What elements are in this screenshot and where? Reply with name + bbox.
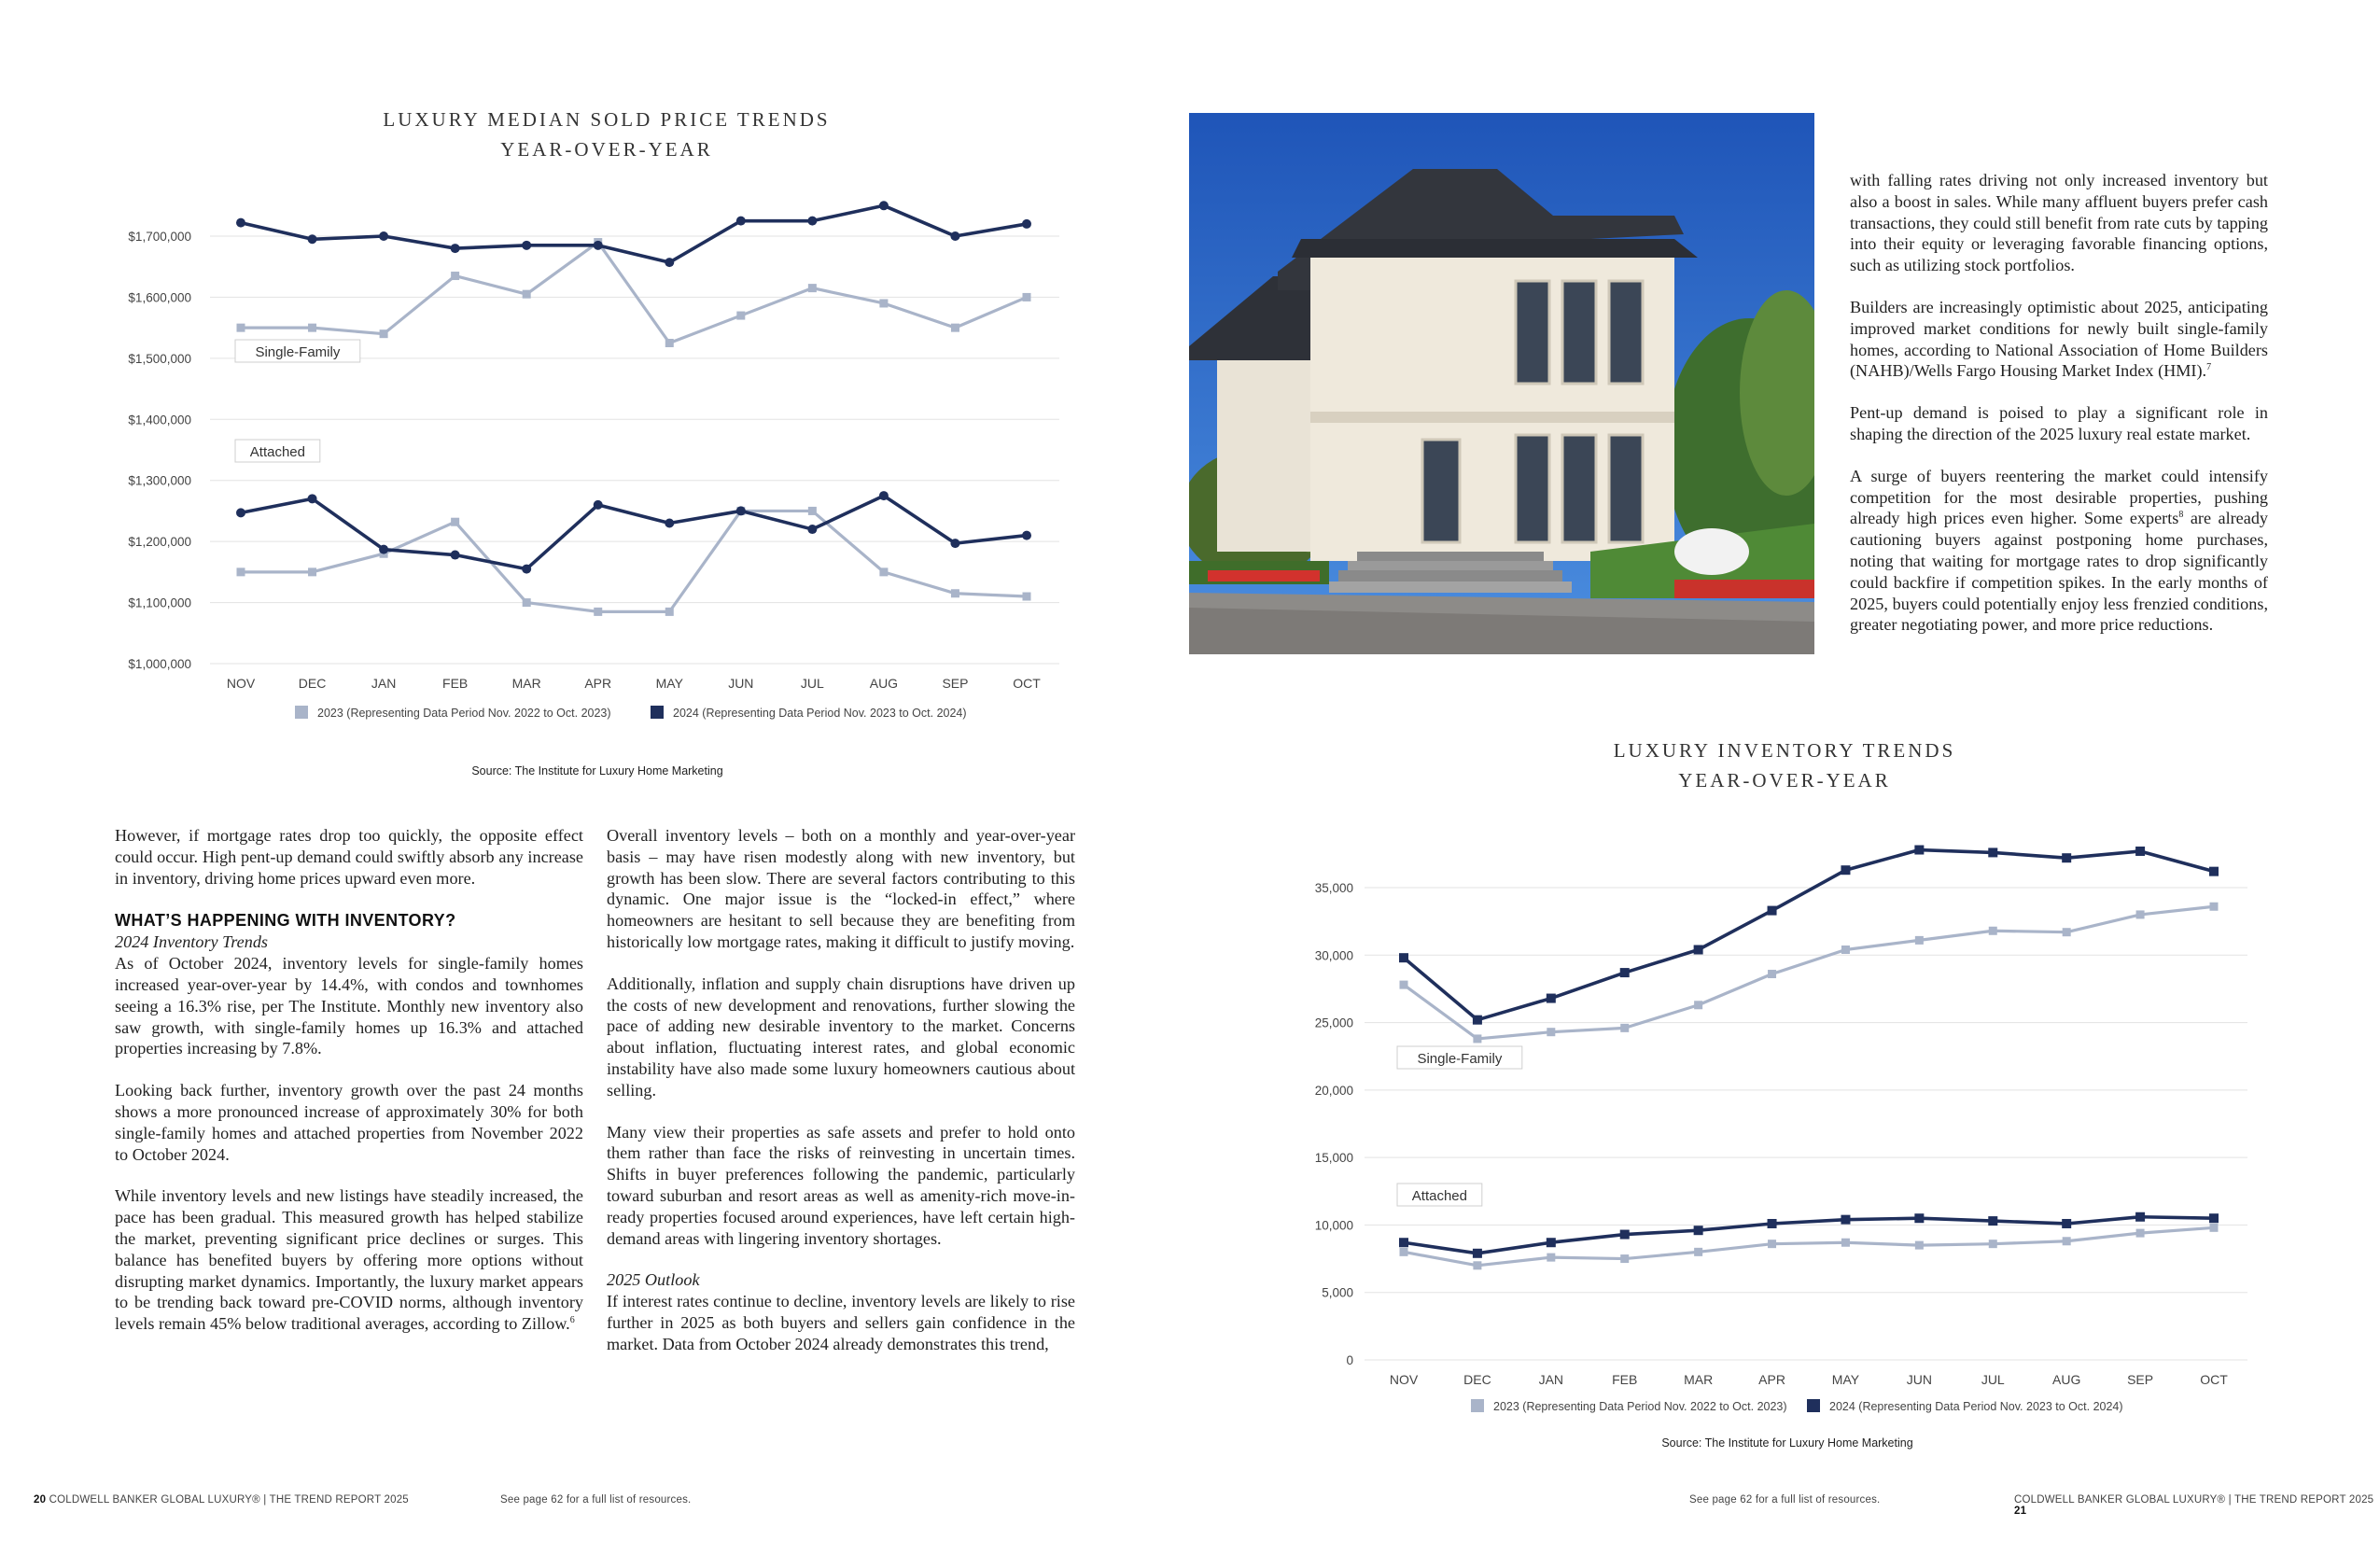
data-point	[1473, 1249, 1482, 1258]
data-point	[1399, 953, 1408, 962]
legend-label: 2024 (Representing Data Period Nov. 2023 to Oct. 2024)	[673, 707, 967, 720]
data-point	[1841, 1239, 1850, 1247]
x-tick-label: JUL	[800, 676, 824, 691]
right-paragraph-1: with falling rates driving not only increased inventory but also a boost in sales. While many affluent buyers prefer cash transactions, they could still benefit from rate cuts by tapping into their equity or leveraging favorable financing options, such as utilizing stock portfolios.	[1850, 171, 2268, 275]
y-tick-label: $1,500,000	[128, 351, 191, 366]
price-chart-source: Source: The Institute for Luxury Home Marketing	[471, 764, 723, 778]
data-point	[1768, 1240, 1776, 1248]
y-tick-label: 15,000	[1314, 1151, 1353, 1166]
x-tick-label: APR	[584, 676, 612, 691]
left-page-number: 20	[34, 1494, 47, 1506]
right-footer-resources: See page 62 for a full list of resources.	[1689, 1494, 1881, 1506]
x-tick-label: DEC	[298, 676, 327, 691]
data-point	[1547, 1238, 1556, 1247]
y-tick-label: 20,000	[1314, 1083, 1353, 1098]
legend-swatch	[1471, 1399, 1484, 1412]
x-tick-label: NOV	[1389, 1372, 1419, 1387]
x-tick-label: NOV	[226, 676, 256, 691]
x-tick-label: APR	[1758, 1372, 1785, 1387]
x-tick-label: SEP	[942, 676, 969, 691]
footnote-6: 6	[569, 1315, 575, 1326]
data-point	[1547, 1254, 1555, 1262]
x-tick-label: MAY	[1831, 1372, 1860, 1387]
x-tick-label: JUN	[1906, 1372, 1932, 1387]
col1-paragraph-4-text: While inventory levels and new listings have steadily increased, the pace has been gradual. This measured growth has helped stabilize the market, preventing significant price declines or surges. This balance has benefited buyers by offering more options without disrupting market dynamics. Importantly, the luxury market appears to be trending back toward pre-COVID norms, although inventory levels remain 45% below traditional averages, according to Zillow.	[115, 1186, 583, 1334]
data-point	[1989, 927, 1997, 935]
y-tick-label: 35,000	[1314, 881, 1353, 895]
data-point	[1768, 970, 1776, 978]
data-point	[1768, 1219, 1777, 1228]
right-footer-brand: COLDWELL BANKER GLOBAL LUXURY® | THE TREND REPORT 2025	[2014, 1494, 2374, 1506]
inventory-chart-title-line1: LUXURY INVENTORY TRENDS	[1613, 739, 1956, 762]
data-point	[2210, 903, 2219, 911]
data-point	[1841, 865, 1850, 875]
left-footer-brand: COLDWELL BANKER GLOBAL LUXURY® | THE TREND REPORT 2025	[49, 1494, 409, 1506]
y-tick-label: 25,000	[1314, 1016, 1353, 1030]
legend-label: 2024 (Representing Data Period Nov. 2023 to Oct. 2024)	[1829, 1400, 2123, 1413]
col1-paragraph-3: Looking back further, inventory growth over the past 24 months shows a more pronounced increase of approximately 30% for both single-family homes and attached properties from November 2022 to October 2024.	[115, 1081, 583, 1164]
x-tick-label: OCT	[1013, 676, 1041, 691]
group-label: Attached	[1411, 1188, 1468, 1204]
col2-paragraph-2: Additionally, inflation and supply chain disruptions have driven up the costs of new development and renovations, further slowing the pace of adding new desirable inventory to the market. Concerns about inflation, fluctuating interest rates, and global economic instability have also made some luxury homeowners cautious about selling.	[607, 974, 1075, 1100]
y-tick-label: 30,000	[1314, 948, 1353, 963]
left-footer	[34, 1494, 409, 1506]
data-point	[1694, 946, 1703, 955]
data-point	[1620, 1024, 1629, 1032]
price-chart-title-line1: LUXURY MEDIAN SOLD PRICE TRENDS	[383, 108, 831, 131]
y-tick-label: $1,200,000	[128, 535, 191, 550]
data-point	[1547, 994, 1556, 1003]
col2-paragraph-1: Overall inventory levels – both on a monthly and year-over-year basis – may have risen modestly along with new inventory, but growth has been slow. There are several factors contributing to this dynamic. One major issue is the “locked-in effect,” where homeowners are hesitant to sell because they are benefiting from historically low mortgage rates, making it difficult to justify moving.	[607, 826, 1075, 951]
y-tick-label: $1,300,000	[128, 473, 191, 488]
x-tick-label: FEB	[1612, 1372, 1638, 1387]
x-tick-label: FEB	[442, 676, 469, 691]
x-tick-label: JAN	[1538, 1372, 1564, 1387]
right-paragraph-3: Pent-up demand is poised to play a significant role in shaping the direction of the 2025 luxury real estate market.	[1850, 403, 2268, 443]
right-page-number: 21	[2014, 1506, 2027, 1517]
data-point	[2209, 867, 2219, 876]
data-point	[1694, 1248, 1702, 1256]
x-tick-label: MAY	[655, 676, 683, 691]
group-label: Attached	[249, 444, 306, 460]
data-point	[1547, 1028, 1555, 1036]
x-tick-label: AUG	[2052, 1372, 2081, 1387]
right-footer	[2014, 1494, 2380, 1517]
data-point	[1473, 1016, 1482, 1025]
data-point	[1988, 848, 1997, 857]
legend-swatch	[1807, 1399, 1820, 1412]
data-point	[1694, 1226, 1703, 1235]
data-point	[2136, 1229, 2145, 1238]
data-point	[2135, 847, 2145, 856]
col2-paragraph-4: If interest rates continue to decline, inventory levels are likely to rise further in 2025 as both buyers and sellers gain confidence in the market. Data from October 2024 already demonstrates this trend,	[607, 1292, 1075, 1353]
y-tick-label: 10,000	[1314, 1218, 1353, 1233]
data-point	[1400, 1248, 1408, 1256]
data-point	[1400, 981, 1408, 989]
x-tick-label: JAN	[371, 676, 397, 691]
data-point	[1473, 1034, 1481, 1043]
x-tick-label: AUG	[869, 676, 899, 691]
group-label: Single-Family	[255, 344, 341, 360]
series-line-attached-2024	[1404, 1217, 2214, 1254]
col1-paragraph-2: As of October 2024, inventory levels for single-family homes increased year-over-year by 14.4%, with condos and townhomes seeing a 16.3% rise, per The Institute. Monthly new inventory also saw growth, with single-family homes up 16.3% and attached properties increasing by 7.8%.	[115, 954, 583, 1058]
inventory-chart-title-line2: YEAR-OVER-YEAR	[1678, 769, 1891, 792]
x-tick-label: DEC	[1463, 1372, 1491, 1387]
data-point	[1989, 1240, 1997, 1248]
data-point	[1399, 1238, 1408, 1247]
group-label: Single-Family	[1417, 1051, 1503, 1067]
left-footer-resources: See page 62 for a full list of resources.	[500, 1494, 692, 1506]
data-point	[2136, 910, 2145, 918]
legend-label: 2023 (Representing Data Period Nov. 2022 to Oct. 2023)	[1493, 1400, 1787, 1413]
data-point	[1988, 1216, 1997, 1226]
legend-label: 2023 (Representing Data Period Nov. 2022 to Oct. 2023)	[317, 707, 611, 720]
x-tick-label: JUL	[1981, 1372, 2005, 1387]
data-point	[2062, 1219, 2071, 1228]
x-tick-label: OCT	[2200, 1372, 2228, 1387]
data-point	[1841, 946, 1850, 954]
price-chart-title-line2: YEAR-OVER-YEAR	[500, 138, 713, 161]
data-point	[2062, 853, 2071, 862]
data-point	[1914, 846, 1924, 855]
series-line-singlefamily-2024	[1404, 850, 2214, 1020]
data-point	[1473, 1261, 1481, 1269]
outlook-subheading: 2025 Outlook	[607, 1270, 700, 1290]
y-tick-label: $1,400,000	[128, 413, 191, 427]
inventory-heading: WHAT’S HAPPENING WITH INVENTORY?	[115, 911, 456, 931]
right-paragraph-4-text-b: are already cautioning buyers against postponing home purchases, noting that waiting for mortgage rates to drop significantly could backfire if competition spikes. In the early months of 2025, buyers could potentially enjoy less frenzied conditions, greater negotiating power, and more price reductions.	[1850, 509, 2269, 635]
right-paragraph-2-text: Builders are increasingly optimistic about 2025, anticipating improved market conditions for newly built single-family homes, according to National Association of Home Builders (NAHB)/Wells Fargo Housing Market Index (HMI).	[1850, 297, 2268, 381]
data-point	[1620, 1254, 1629, 1263]
data-point	[1694, 1001, 1702, 1009]
x-tick-label: MAR	[511, 676, 541, 691]
col1-paragraph-1: However, if mortgage rates drop too quickly, the opposite effect could occur. High pent-up demand could swiftly absorb any increase in inventory, driving home prices upward even more.	[115, 826, 583, 888]
x-tick-label: JUN	[728, 676, 754, 691]
y-tick-label: $1,600,000	[128, 290, 191, 305]
data-point	[1915, 1241, 1924, 1250]
x-tick-label: SEP	[2127, 1372, 2154, 1387]
data-point	[2209, 1213, 2219, 1223]
data-point	[1620, 1230, 1630, 1240]
y-tick-label: $1,100,000	[128, 595, 191, 610]
y-tick-label: 5,000	[1322, 1285, 1353, 1300]
inventory-chart-source: Source: The Institute for Luxury Home Marketing	[1661, 1436, 1913, 1450]
data-point	[2210, 1224, 2219, 1232]
right-paragraph-4-text-a: A surge of buyers reentering the market could intensify competition for the most desirable properties, pushing already high prices even higher. Some experts	[1850, 466, 2268, 528]
data-point	[1841, 1215, 1850, 1225]
footnote-8: 8	[2178, 510, 2184, 521]
y-tick-label: $1,700,000	[128, 230, 191, 244]
col2-paragraph-3: Many view their properties as safe assets and prefer to hold onto them rather than face the risks of reinvesting in uncertain times. Shifts in buyer preferences following the pandemic, particularly toward suburban and resort areas as well as amenity-rich move-in-ready properties focused around experiences, have left certain high-demand areas with lingering inventory shortages.	[607, 1122, 1075, 1248]
data-point	[2135, 1212, 2145, 1222]
data-point	[2063, 928, 2071, 936]
series-line-singlefamily-2023	[1404, 906, 2214, 1039]
data-point	[1915, 936, 1924, 945]
x-tick-label: MAR	[1684, 1372, 1714, 1387]
y-tick-label: 0	[1346, 1353, 1353, 1367]
data-point	[2063, 1237, 2071, 1245]
data-point	[1768, 906, 1777, 916]
data-point	[1620, 968, 1630, 977]
inventory-subheading: 2024 Inventory Trends	[115, 932, 269, 952]
y-tick-label: $1,000,000	[128, 657, 191, 671]
data-point	[1914, 1213, 1924, 1223]
footnote-7: 7	[2206, 362, 2212, 373]
